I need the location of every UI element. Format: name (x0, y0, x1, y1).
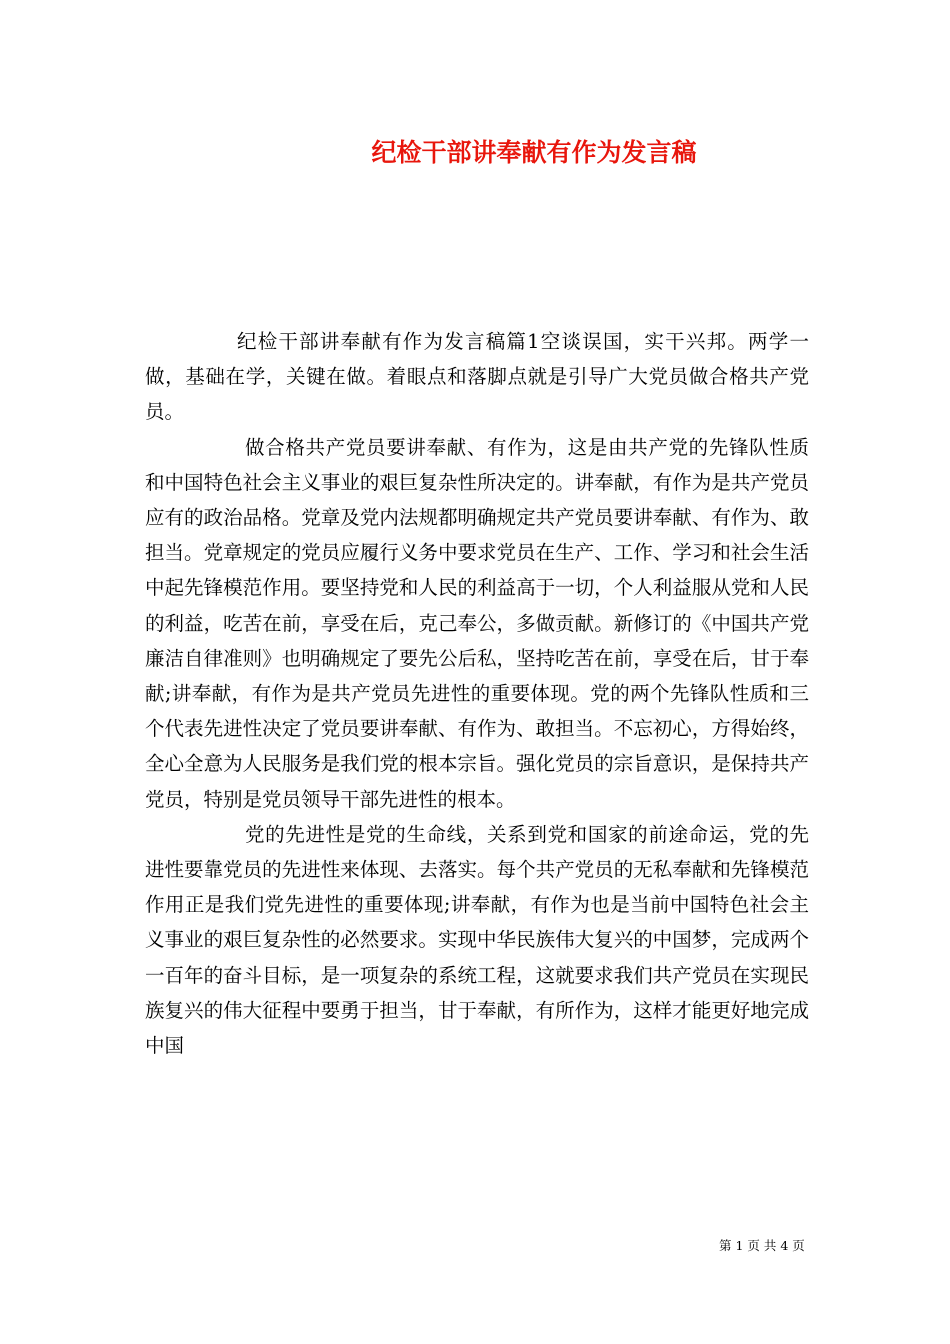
paragraph-1: 纪检干部讲奉献有作为发言稿篇1空谈误国，实干兴邦。两学一做，基础在学，关键在做。着眼点和落脚点就是引导广大党员做合格共产党员。 (145, 330, 809, 424)
page-number: 第 1 页 共 4 页 (719, 1238, 805, 1253)
document-body (145, 324, 809, 1063)
document-title: 纪检干部讲奉献有作为发言稿 (371, 138, 697, 167)
paragraph-3: 党的先进性是党的生命线，关系到党和国家的前途命运，党的先进性要靠党员的先进性来体现、去落实。每个共产党员的无私奉献和先锋模范作用正是我们党先进性的重要体现;讲奉献，有作为也是当前中国特色社会主义事业的艰巨复杂性的必然要求。实现中华民族伟大复兴的中国梦，完成两个一百年的奋斗目标，是一项复杂的系统工程，这就要求我们共产党员在实现民族复兴的伟大征程中要勇于担当，甘于奉献，有所作为，这样才能更好地完成中国 (145, 822, 809, 1058)
paragraph-2: 做合格共产党员要讲奉献、有作为，这是由共产党的先锋队性质和中国特色社会主义事业的艰巨复杂性所决定的。讲奉献，有作为是共产党员应有的政治品格。党章及党内法规都明确规定共产党员要讲奉献、有作为、敢担当。党章规定的党员应履行义务中要求党员在生产、工作、学习和社会生活中起先锋模范作用。要坚持党和人民的利益高于一切，个人利益服从党和人民的利益，吃苦在前，享受在后，克己奉公，多做贡献。新修订的《中国共产党廉洁自律准则》也明确规定了要先公后私，坚持吃苦在前，享受在后，甘于奉献;讲奉献，有作为是共产党员先进性的重要体现。党的两个先锋队性质和三个代表先进性决定了党员要讲奉献、有作为、敢担当。不忘初心，方得始终，全心全意为人民服务是我们党的根本宗旨。强化党员的宗旨意识，是保持共产党员，特别是党员领导干部先进性的根本。 (145, 435, 809, 811)
